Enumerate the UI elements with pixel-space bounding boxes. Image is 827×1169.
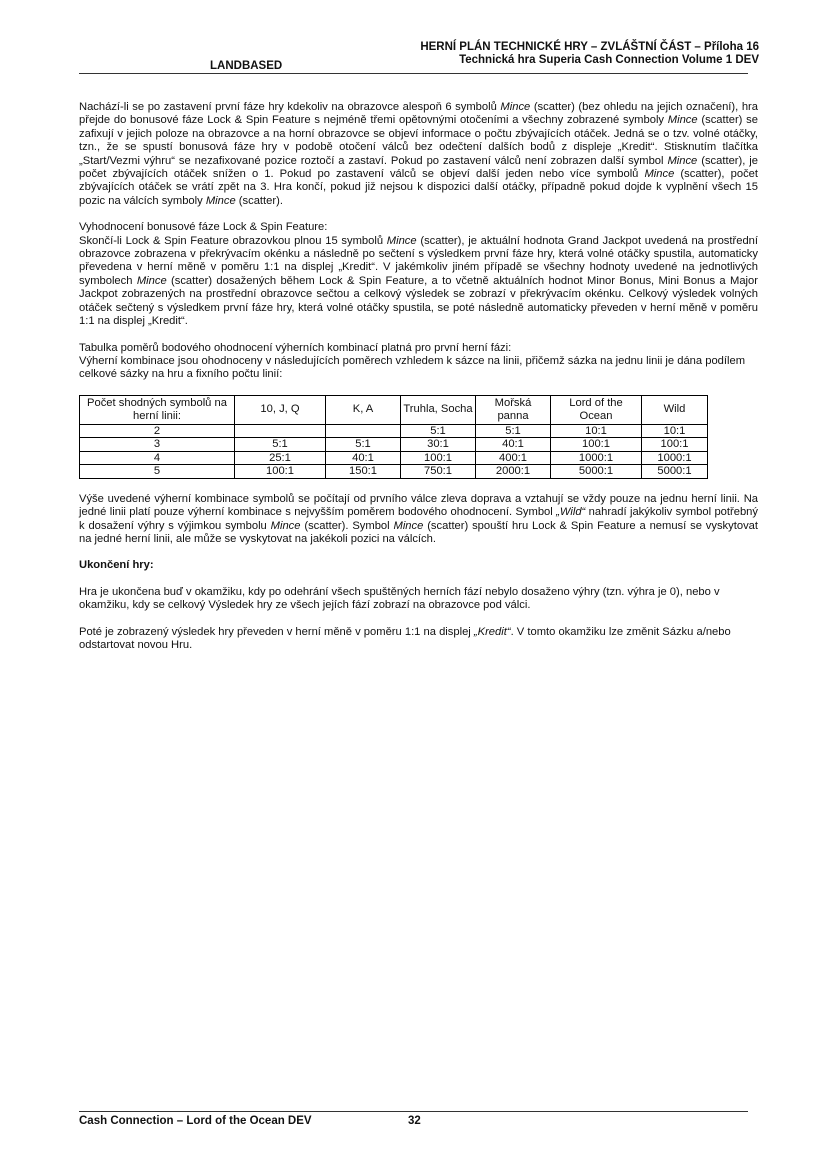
bonus-evaluation-title: Vyhodnocení bonusové fáze Lock & Spin Feature: bbox=[79, 221, 328, 234]
paragraph-paytable-rules: Výše uvedené výherní kombinace symbolů se počítají od prvního válce zleva doprava a vztahují se vždy pouze na jednu herní linii. Na jedné linii platí pouze výherní kombinace s nejvyšším poměrem bodového ohodnocení. Symbol „Wild“ nahradí jakýkoliv symbol potřebný k dosažení výhry s výjimkou symbolu Mince (scatter). Symbol Mince (scatter) spouští hru Lock & Spin Feature a nemusí se vyskytovat na jedné herní linii, ale může se vyskytovat na jakékoli pozici na válcích. bbox=[79, 492, 759, 545]
table-cell: 100:1 bbox=[235, 465, 326, 479]
paytable-header: Mořská panna bbox=[476, 395, 551, 424]
table-cell: 2000:1 bbox=[476, 465, 551, 479]
table-cell: 5:1 bbox=[235, 438, 326, 452]
paragraph-paytable-intro: Tabulka poměrů bodového ohodnocení výherních kombinací platná pro první herní fázi: Výherní kombinace jsou ohodnoceny v následujících poměrech vzhledem k sázce na linii, přičemž sázka na jednu linii je dána podílem celkové sázky na hru a fixního počtu linií: bbox=[79, 341, 746, 381]
paragraph-result-transfer: Poté je zobrazený výsledek hry převeden v herní měně v poměru 1:1 na displej „Kredit“. V tomto okamžiku lze změnit Sázku a/nebo odstartovat novou Hru. bbox=[79, 625, 731, 651]
table-cell: 10:1 bbox=[551, 424, 642, 438]
paytable-header: Lord of the Ocean bbox=[551, 395, 642, 424]
table-cell: 150:1 bbox=[326, 465, 401, 479]
paragraph-bonus-evaluation: Vyhodnocení bonusové fáze Lock & Spin Feature: Skončí-li Lock & Spin Feature obrazovkou plnou 15 symbolů Mince (scatter), je aktuální hodnota Grand Jackpot uvedená na prostřední obrazovce zobrazena v překrývacím okénku a následně po sečtení s výsledkem první fáze hry, která volné otáčky spustila, automaticky převedena v herní měně v poměru 1:1 na displej „Kredit“. V jakémkoliv jiném případě se všechny hodnoty uvedené na jednotlivých symbolech Mince (scatter) dosažených během Lock & Spin Feature, a to včetně aktuálních hodnot Minor Bonus, Mini Bonus a Major Jackpot zobrazených na prostřední obrazovce sečtou a celkový výsledek se zobrazí v překrývacím okénku. Celkový výsledek volných otáček sečtený s výsledkem první fáze hry, která volné otáčky spustila, se poté následně automaticky převeden v herní měně v poměru 1:1 na displej „Kredit“. bbox=[79, 221, 758, 328]
header-title bbox=[420, 41, 759, 67]
table-row bbox=[80, 438, 708, 452]
table-cell: 1000:1 bbox=[551, 451, 642, 465]
paytable-header: Wild bbox=[642, 395, 708, 424]
document-body bbox=[79, 101, 758, 665]
table-cell: 100:1 bbox=[401, 451, 476, 465]
table-cell: 4 bbox=[80, 451, 235, 465]
table-cell: 25:1 bbox=[235, 451, 326, 465]
header-line-1: HERNÍ PLÁN TECHNICKÉ HRY – ZVLÁŠTNÍ ČÁST – Příloha 16 bbox=[420, 41, 759, 53]
footer-title: Cash Connection – Lord of the Ocean DEV bbox=[79, 1115, 312, 1127]
paytable-header: Truhla, Socha bbox=[401, 395, 476, 424]
table-cell: 100:1 bbox=[642, 438, 708, 452]
table-cell: 3 bbox=[80, 438, 235, 452]
paytable bbox=[79, 395, 708, 479]
header-divider bbox=[79, 73, 748, 74]
paytable-header: 10, J, Q bbox=[235, 395, 326, 424]
table-cell: 100:1 bbox=[551, 438, 642, 452]
table-row bbox=[80, 465, 708, 479]
table-row bbox=[80, 424, 708, 438]
table-cell: 2 bbox=[80, 424, 235, 438]
table-cell: 5:1 bbox=[326, 438, 401, 452]
heading-game-end: Ukončení hry: bbox=[79, 559, 154, 572]
table-cell: 30:1 bbox=[401, 438, 476, 452]
table-cell bbox=[235, 424, 326, 438]
paytable-header-row bbox=[80, 395, 708, 424]
header-line-2: Technická hra Superia Cash Connection Volume 1 DEV bbox=[459, 54, 759, 66]
header-landbased: LANDBASED bbox=[210, 60, 283, 72]
paragraph-lock-spin-trigger: Nachází-li se po zastavení první fáze hry kdekoliv na obrazovce alespoň 6 symbolů Mince (scatter) (bez ohledu na jejich označení), hra přejde do bonusové fáze Lock & Spin Feature s nejméně třemi opětovnými otočeními a všechny zobrazené symboly Mince (scatter) se zafixují v jejich poloze na obrazovce a na horní obrazovce se objeví informace o počtu zbývajících otáček. Jedná se o tzv. volné otáčky, tzn., že se spustí bonusová fáze hry v podobě otočení válců bez odečtení dalších bodů z displeje „Kredit“. Stisknutím tlačítka „Start/Vezmi výhru“ se nezafixované pozice roztočí a zastaví. Pokud po zastavení válců není zobrazen další symbol Mince (scatter), je počet zbývajících otáček snížen o 1. Pokud po zastavení válců se objeví další jeden nebo více symbolů Mince (scatter), počet zbývajících otáček se vrátí zpět na 3. Hra končí, pokud již nejsou k dispozici další otáčky, případně pokud dojde k vyplnění všech 15 pozic na válcích symboly Mince (scatter). bbox=[79, 101, 758, 207]
table-cell: 5000:1 bbox=[642, 465, 708, 479]
paytable-header: Počet shodných symbolů na herní linii: bbox=[80, 395, 235, 424]
page-number: 32 bbox=[408, 1115, 421, 1127]
table-cell: 1000:1 bbox=[642, 451, 708, 465]
table-row bbox=[80, 451, 708, 465]
table-cell: 400:1 bbox=[476, 451, 551, 465]
paytable-header: K, A bbox=[326, 395, 401, 424]
table-cell: 40:1 bbox=[476, 438, 551, 452]
paragraph-game-end: Hra je ukončena buď v okamžiku, kdy po odehrání všech spuštěných herních fází nebylo dosaženo výhry (tzn. výhra je 0), nebo v okamžiku, kdy se celkový Výsledek hry ze všech jejích fází zobrazí na obrazovce pod válci. bbox=[79, 585, 720, 612]
table-cell: 10:1 bbox=[642, 424, 708, 438]
table-cell: 5000:1 bbox=[551, 465, 642, 479]
footer-divider bbox=[79, 1111, 748, 1112]
table-cell: 5 bbox=[80, 465, 235, 479]
table-cell bbox=[326, 424, 401, 438]
table-cell: 5:1 bbox=[476, 424, 551, 438]
table-cell: 40:1 bbox=[326, 451, 401, 465]
table-cell: 750:1 bbox=[401, 465, 476, 479]
table-cell: 5:1 bbox=[401, 424, 476, 438]
